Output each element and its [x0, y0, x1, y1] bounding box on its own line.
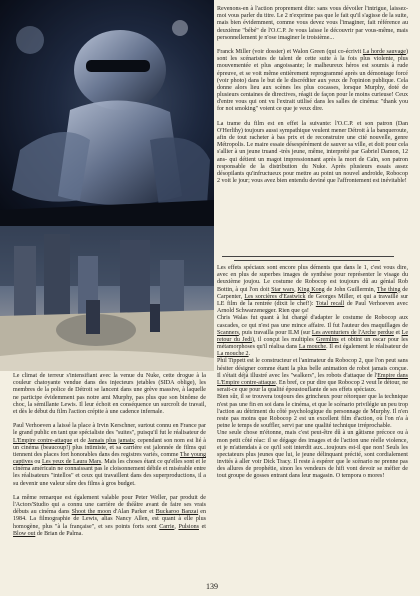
article-column-left-bottom [13, 373, 206, 538]
film-title: Les yeux de Laura Mars [42, 459, 102, 466]
city-scene-photo [0, 226, 214, 371]
film-title: La mouche 2 [217, 351, 249, 358]
paragraph: Revenons-en à l'action proprement dite: sans vous dévoiler l'intrigue, laissez-moi vous parler du titre. Le 2 n'exprime pas que le fait qu'il s'agisse de la suite, mais bien évidemment, comme vous devez vous l'imaginer, fait référence au deuxième "bébé" de l'O.C.P. Je vous laisse le découvrir par vous-même, mais personnellement je n'ose imaginer le troisième... [217, 6, 408, 41]
film-title: Blow out [13, 530, 36, 537]
film-title: Buckaroo Banzai [155, 509, 199, 516]
paragraph: Phil Tippett est le constructeur et l'animateur du Robocop 2, que l'on peut sans hésiter désigner comme étant la plus belle animation de robot jamais conçue. Il s'était déjà illustré avec les "walkers", les robots d'attaque de l'Empire dans L'Empire contre-attaque. En bref, ce pur dire que Robocop 2 veut le détour, ne serait-ce que pour la qualité époustouflante de ses effets spéciaux. [217, 358, 408, 394]
page-number: 139 [206, 582, 218, 591]
film-title: Pulsions [178, 523, 199, 530]
robocop-photo-top [0, 0, 214, 226]
film-title: King Kong [297, 286, 325, 293]
film-title: Les sorcières d'Eastwick [244, 293, 306, 300]
film-title: L'Empire contre-attaque [13, 437, 73, 444]
film-title: Les aventuriers de l'Arche perdue [311, 329, 394, 336]
film-title: The young captives [13, 451, 206, 466]
paragraph: Une seule chose m'étonne, mais c'est peut-être dû à un gâtisme précoce ou à mon petit côté réac: il se dégage des images et de l'action une réelle violence, et je m'attendais à ce qu'il soit interdit aux...toujours est-il que non! Seuls les spectateurs plus jeunes que lui, le jeune délinquant précité, sont cordialement invités à aller voir Dick Tracy. Il reste à espérer que le scénario ne prenne pas des allures de prophétie, sinon les vendeurs de hifi vont devoir se méfier de tout groupe de gosses entrant dans leur magasin. O tempora o mores! [217, 430, 408, 480]
paragraph: Bien sûr, il se trouvera toujours des grincheux pour rétorquer que la technique n'est pas une fin en soi dans le cinéma, et que le scénario privilégie un peu trop l'action au détriment du côté psychologique du personnage de Murphy. Il n'en reste pas moins que Robocop 2 est un excellent film d'action, où l'on n'a à peine le temps de souffler, servi par une qualité technique irréprochable. [217, 394, 409, 430]
film-title: The thing [376, 286, 401, 293]
paragraph: La même remarque est également valable pour Peter Weller, par produit de l'Actors'Studio qui a connu une carrière de théâtre avant de faire ses vrais débuts au cinéma dans Shoot the moon d'Alan Parker et Buckaroo Banzai en 1984. La filmographie de Lewis, alias Nancy Allen, est quant à elle plus homogène, plus "à la française", et ses points forts sont Carrie, Pulsions et Blow out de Brian de Palma. [13, 494, 206, 537]
paragraph: Franck Miller (voir dossier) et Walon Green (qui co-écrivit La horde sauvage) sont les scénaristes de talent de cette suite à la fois plus violente, plus mouvementée et plus angoissante; le malheureux héros est soumis à rude épreuve, et se voit même entièrement reprogrammé après un démontage forcé (voir photo) dans le but de le discréditer aux yeux de l'opinion publique. Cela donne alors lieu aux scènes les plus cocasses, lorsque Murphy, doté de plusieurs centaines de directives, réagit de façon pour le moins curieuse! Ceux d'entre vous qui ont vu l'extrait utilisé dans les salles de cinéma: "thank you for not smoking" voient ce que je veux dire. [217, 48, 408, 113]
film-title: Scanners [217, 329, 239, 336]
paragraph: Chris Walas fut quant à lui chargé d'adapter le costume de Robocop aux cascades, ce qui n'est pas une mince affaire. Il fut l'auteur des maquillages de Scanners, puis travailla pour ILM (sur Les aventuriers de l'Arche perdue et Le retour du Jedi), il conçut les multiples Gremlins et obtint un oscar pour les métamorphoses qu'il réalisa dans La mouche. Il est également le réalisateur de La mouche 2. [217, 315, 409, 358]
film-title: Carrie [159, 523, 175, 530]
section-divider [222, 256, 394, 257]
paragraph: Les effets spéciaux sont encore plus déments que dans le 1, c'est vous dire, avec en plus de superbes images de synthèse pour représenter le visage du deuxième joujou. Le costume de Robocop est toujours dû au génial Rob Bottin, à qui l'on doit Star wars, King Kong de John Guillermin, The thing de Carpenter, Les sorcières d'Eastwick de Georges Miller, et qui a travaillé sur LE film de la rentrée (dixit le chef!): Total recall de Paul Verhoeven avec Arnold Schwarzenegger. Rien que ça! [217, 265, 409, 315]
section-divider [234, 260, 380, 261]
film-title: Gremlins [316, 336, 339, 343]
article-column-right-top [217, 6, 408, 185]
paragraph: La trame du film est en effet la suivante: l'O.C.P. et son patron (Dan O'Herlihy) toujours aussi sympathique veulent mener Détroit à la banqueroute, afin de tout racheter à bas prix et de reconstruire une cité nouvelle, genre Métropolis. Le maire essaie désespérément de sauver sa ville, et doit pour cela s'allier à un jeune truand -très jeune, même, interprété par Gabriel Damon, 12 ans- qui détient un magot impressionnant après la mort de Caïn, son patron responsable de la distribution du Nuke. Après plusieurs essais assez désopilants qu'infructueux pour mettre au point un nouvel androïde, Robocop 2 voit le jour; vous avez bien entendu deviné que l'affrontement est inévitable! [217, 120, 408, 185]
film-title: Jamais plus jamais [87, 437, 134, 444]
film-title: Le retour du Jedi [217, 329, 409, 343]
article-column-right-bottom [217, 265, 408, 481]
film-title: Shoot the moon [71, 509, 112, 516]
film-title: Total recall [315, 300, 345, 307]
film-title: Empire dans L'Empire contre-attaque [217, 372, 408, 386]
paragraph: Paul Verhoeven a laissé la place à Irvin Kerschner, surtout connu en France par le grand public en tant que spécialiste des "suites", puisqu'il fut le réalisateur de L'Empire contre-attaque et de Jamais plus jamais; cependant son nom est lié à un cinéma (beaucoup!) plus intimiste, et sa carrière est jalonnée de films qui tiennent des places fort honorables dans des registres variés, comme The young captives ou Les yeux de Laura Mars. Mais les choses étant ce qu'elles sont et le cinéma américain ne connaissant pas le cloisonnement débile et misérable entre les réalisateurs "intellos" et ceux qui travaillent dans des superproductions, il a su devenir une valeur sûre des films à gros budget. [13, 423, 207, 487]
film-title: La mouche [298, 344, 327, 351]
film-title: Star wars [271, 286, 295, 293]
paragraph: Le climat de terreur s'intensifiant avec la venue du Nuke, cette drogue à la couleur chatoyante vendue dans des injecteurs jetables (SIDA oblige), les membres de la police de Détroit se lancent dans une grève massive, à laquelle ne participe évidemment pas notre ami Murphy, pas plus que son binôme de choc, la sémillante Lewis. Il leur échoit en conséquence un surcroît de travail, et dès le début du film l'action crépite à une cadence infernale. [13, 373, 206, 415]
film-title: La horde sauvage [362, 48, 406, 55]
